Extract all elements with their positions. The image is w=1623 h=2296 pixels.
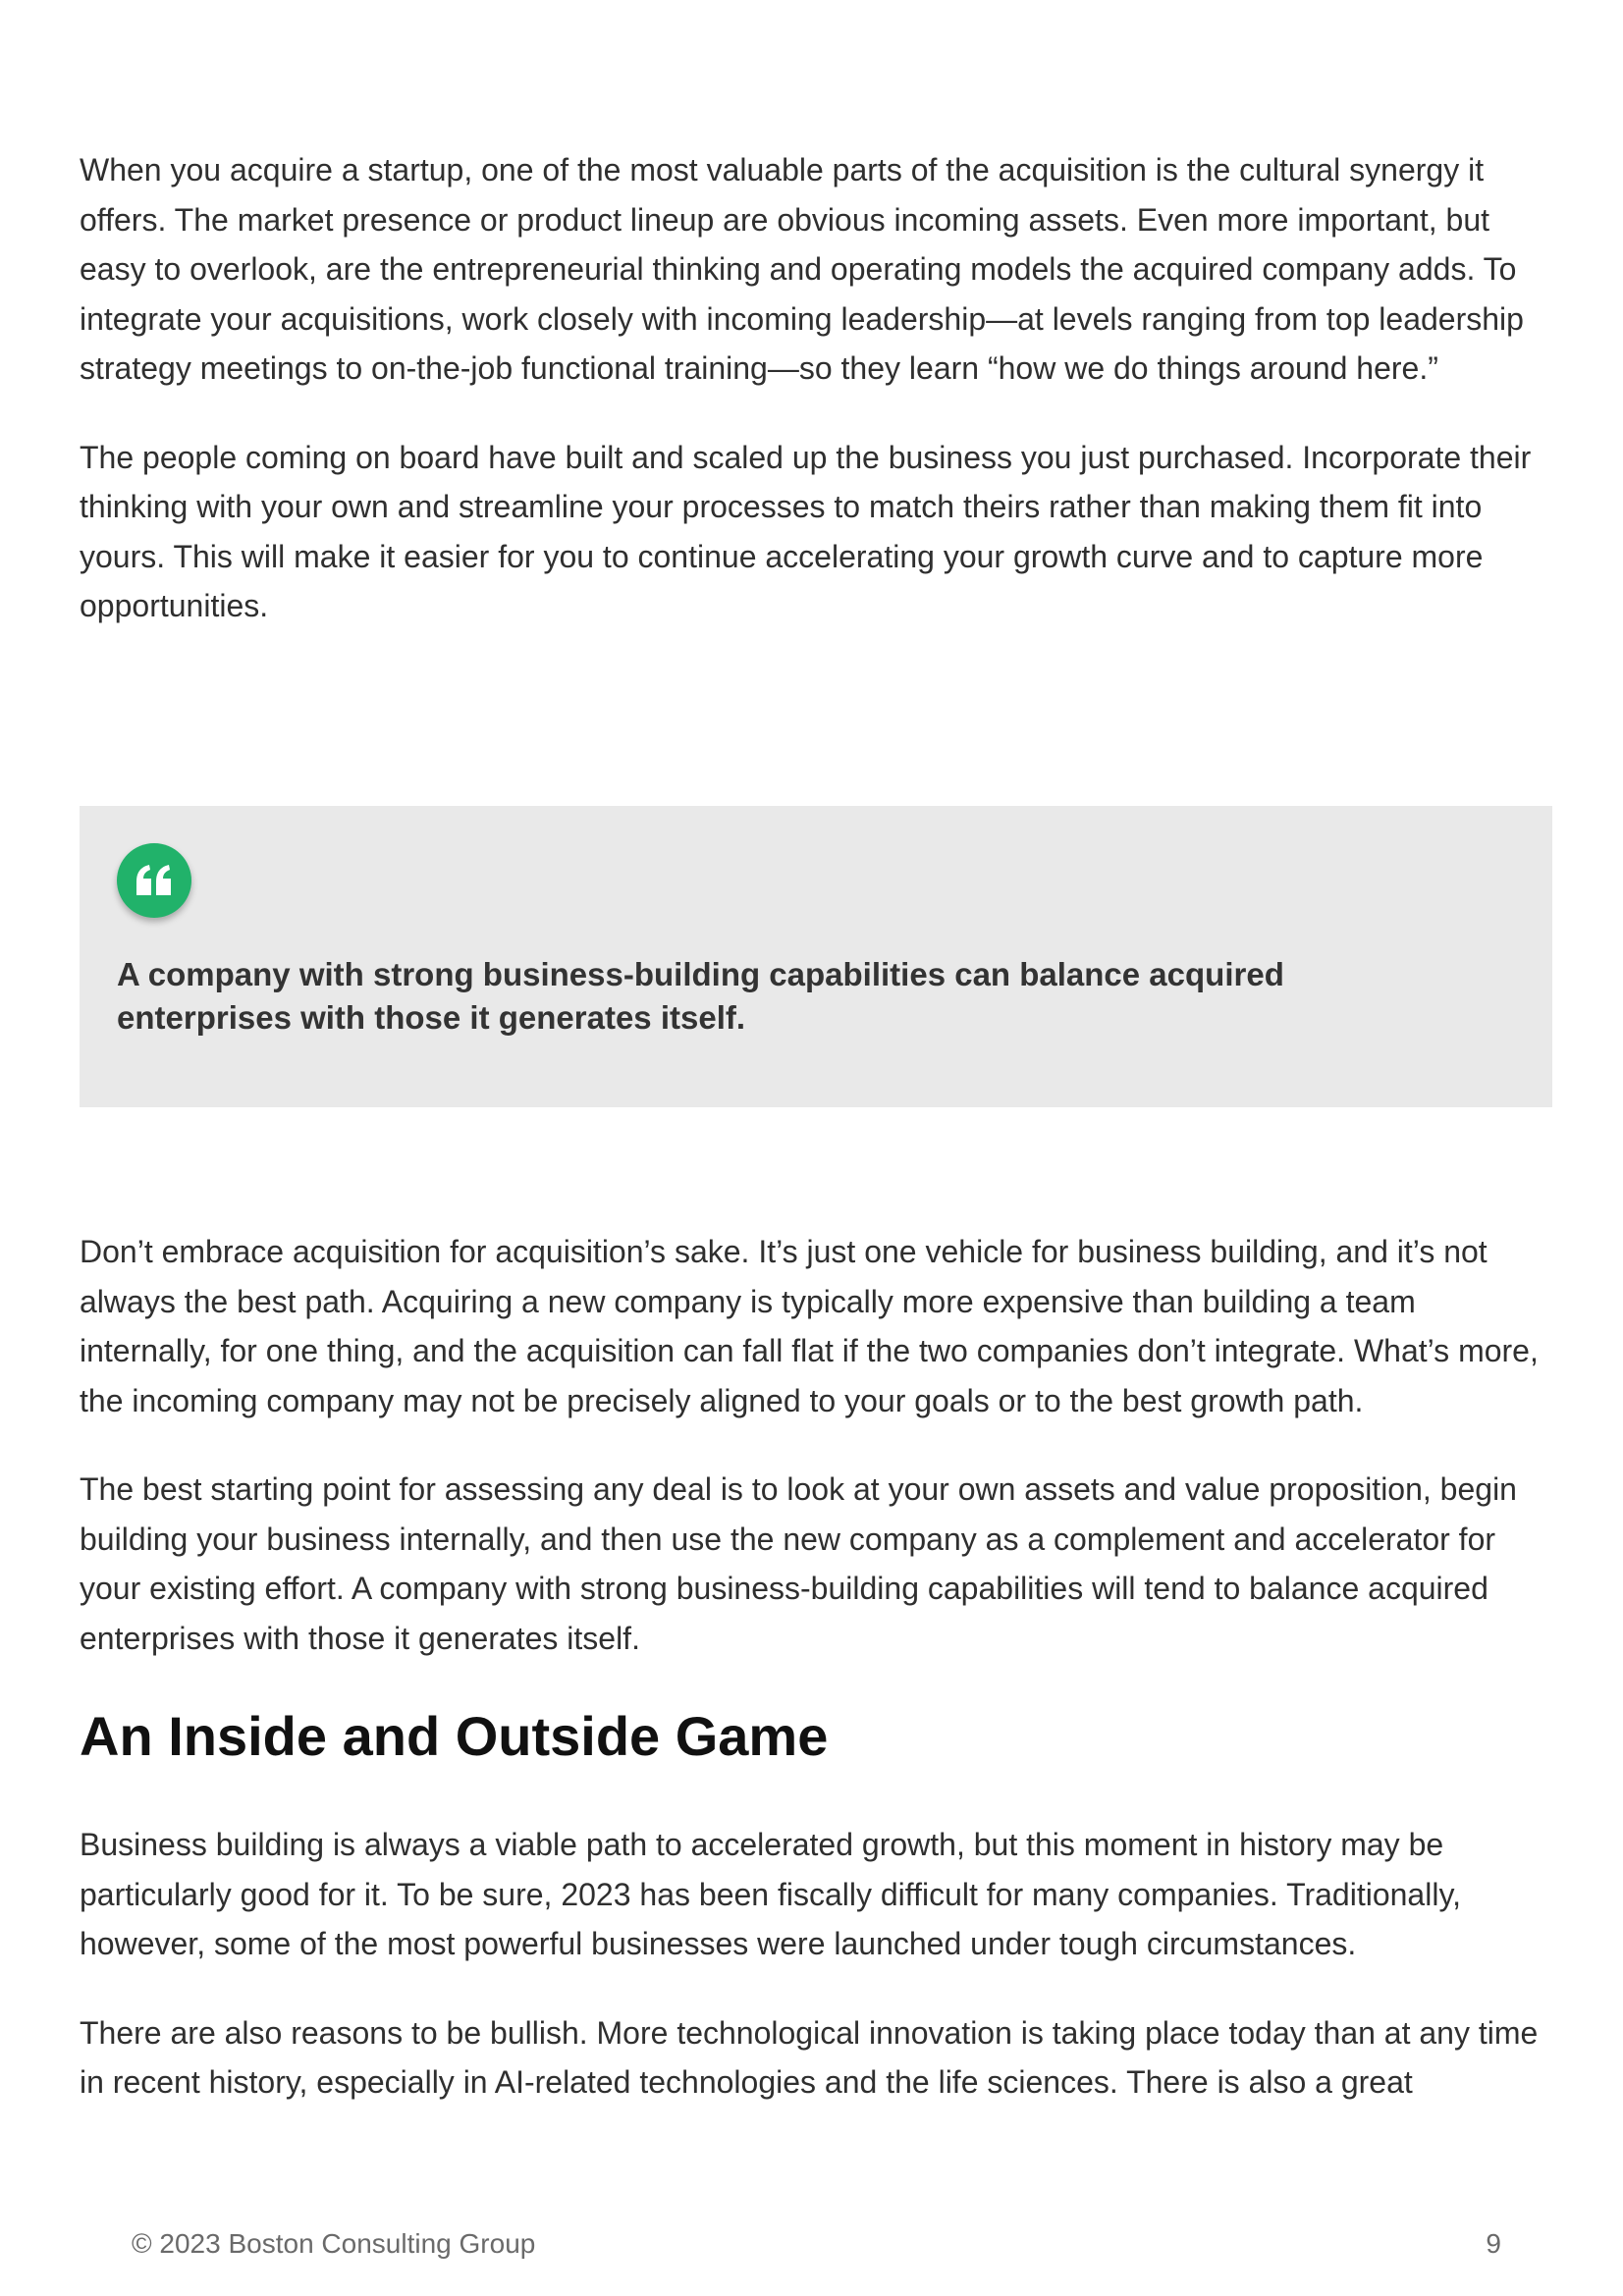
section-heading: An Inside and Outside Game xyxy=(80,1705,829,1767)
paragraph: When you acquire a startup, one of the most valuable parts of the acquisition is the cultural synergy it offers. The market presence or product lineup are obvious incoming assets. Even more important, but easy to overlook, are the entrepreneurial thinking and operating models the acquired company adds. To integrate your acquisitions, work closely with incoming leadership—at levels ranging from top leadership strategy meetings to on-the-job functional training—so they learn “how we do things around here.” xyxy=(80,152,1524,386)
pull-quote-text: A company with strong business-building capabilities can balance acquired enterprises with those it generates itself. xyxy=(117,956,1284,1036)
page-footer xyxy=(132,2228,1501,2260)
pull-quote-box xyxy=(80,806,1552,1107)
paragraph: Don’t embrace acquisition for acquisition’s sake. It’s just one vehicle for business building, and it’s not always the best path. Acquiring a new company is typically more expensive than building a team internally, for one thing, and the acquisition can fall flat if the two companies don’t integrate. What’s more, the incoming company may not be precisely aligned to your goals or to the best growth path. xyxy=(80,1234,1539,1418)
page-number: 9 xyxy=(1486,2228,1501,2259)
body-text-bottom xyxy=(80,1227,1552,2147)
paragraph: Business building is always a viable path to accelerated growth, but this moment in history may be particularly good for it. To be sure, 2023 has been fiscally difficult for many companies. Traditionally, however, some of the most powerful businesses were launched under tough circumstances. xyxy=(80,1827,1461,1961)
paragraph: The people coming on board have built and scaled up the business you just purchased. Incorporate their thinking with your own and streamline your processes to match theirs rather than making them fit into yours. This will make it easier for you to continue accelerating your growth curve and to capture more opportunities. xyxy=(80,439,1532,623)
copyright-text: © 2023 Boston Consulting Group xyxy=(132,2228,536,2259)
paragraph: There are also reasons to be bullish. More technological innovation is taking place today than at any time in recent history, especially in AI-related technologies and the life sciences. There is also a great xyxy=(80,2014,1539,2100)
body-text-top xyxy=(80,145,1552,670)
quote-mark-icon xyxy=(117,843,191,918)
paragraph: The best starting point for assessing any deal is to look at your own assets and value proposition, begin building your business internally, and then use the new company as a complement and accelerator for your existing effort. A company with strong business-building capabilities will tend to balance acquired enterprises with those it generates itself. xyxy=(80,1471,1517,1656)
